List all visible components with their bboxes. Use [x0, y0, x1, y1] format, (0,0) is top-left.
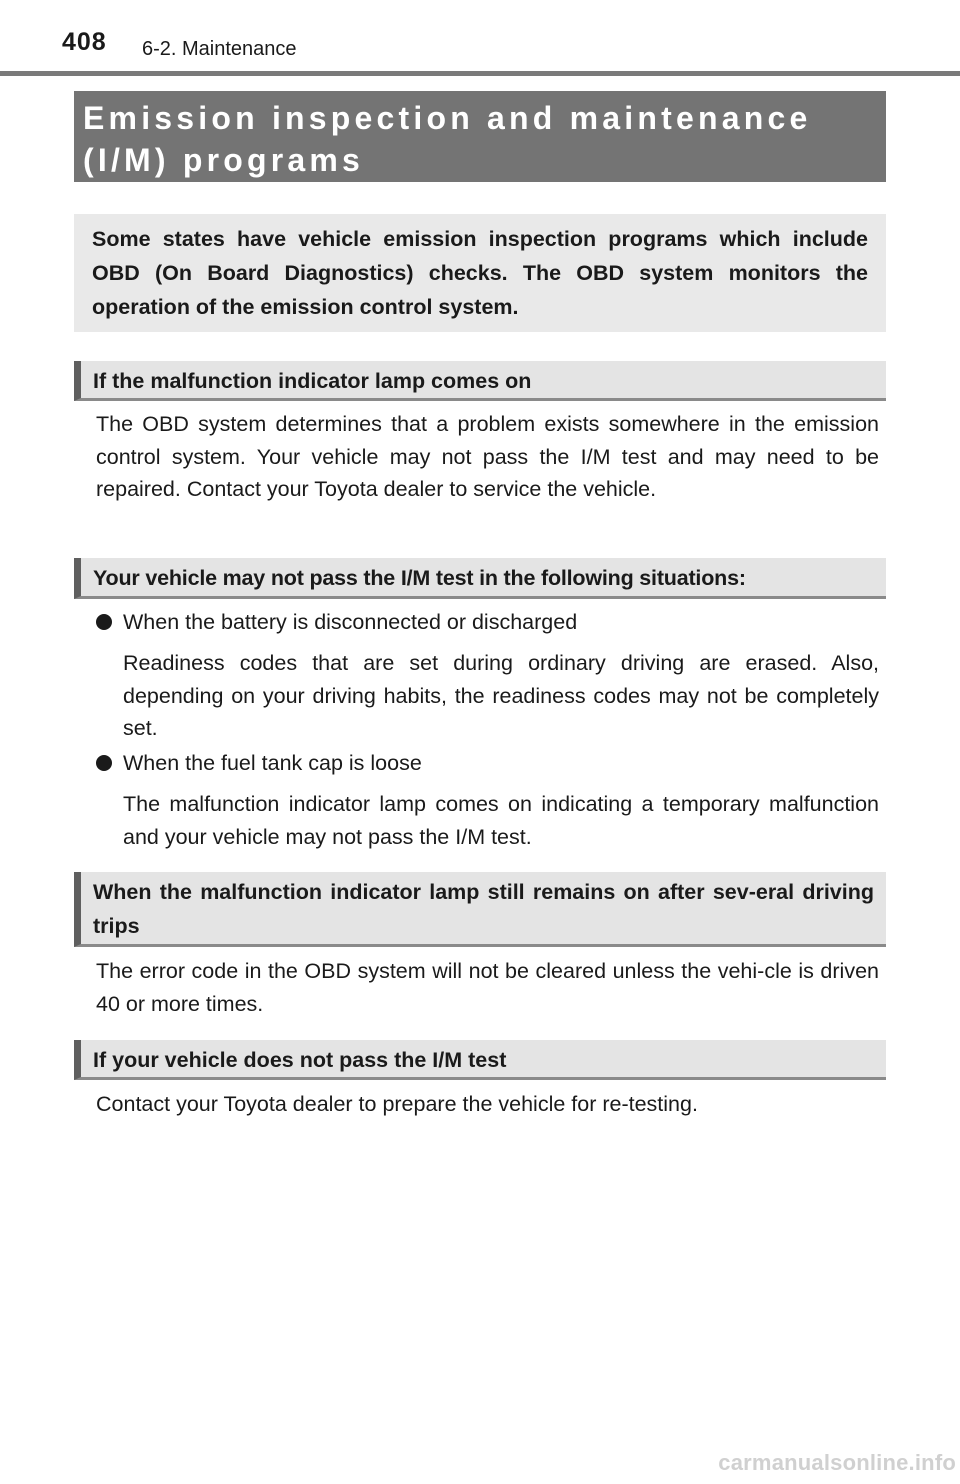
header-divider — [0, 71, 960, 76]
page-title-band — [74, 91, 886, 182]
section-label: 6-2. Maintenance — [142, 38, 297, 60]
bullet-detail-fuel-cap: The malfunction indicator lamp comes on indicating a temporary malfunction and your vehicle may not pass the I/M test. — [123, 792, 879, 849]
bullet-detail-battery: Readiness codes that are set during ordinary driving are erased. Also, depending on your driving habits, the readiness codes may not be completely set. — [123, 651, 879, 740]
bullet-battery — [96, 606, 879, 639]
bullet-label: When the battery is disconnected or discharged — [123, 610, 578, 634]
bullet-fuel-cap — [96, 747, 879, 780]
subheading-text: When the malfunction indicator lamp still remains on after sev-eral driving trips — [93, 880, 874, 938]
page-title: Emission inspection and maintenance (I/M) programs — [83, 100, 812, 178]
subheading-text: If your vehicle does not pass the I/M test — [93, 1048, 507, 1072]
bullet-icon — [96, 614, 112, 630]
page-header — [0, 0, 960, 76]
body-lamp-on: The OBD system determines that a problem exists somewhere in the emission control system. Your vehicle may not pass the I/M test and may need to be repaired. Contact your Toyota dealer to service the vehicle. — [96, 412, 879, 501]
subheading-text: If the malfunction indicator lamp comes on — [93, 369, 532, 393]
subheading-still-on — [74, 872, 886, 947]
intro-box — [74, 214, 886, 332]
bullet-label: When the fuel tank cap is loose — [123, 751, 422, 775]
subheading-may-not-pass — [74, 558, 886, 599]
subheading-text: Your vehicle may not pass the I/M test in the following situations: — [93, 566, 746, 590]
body-does-not-pass: Contact your Toyota dealer to prepare the vehicle for re-testing. — [96, 1092, 698, 1116]
body-still-on: The error code in the OBD system will not be cleared unless the vehi-cle is driven 40 or more times. — [96, 959, 879, 1016]
subheading-does-not-pass — [74, 1040, 886, 1080]
intro-text: Some states have vehicle emission inspection programs which include OBD (On Board Diagnostics) checks. The OBD system monitors the operation of the emission control system. — [92, 227, 868, 319]
watermark: carmanualsonline.info — [718, 1450, 956, 1475]
bullet-icon — [96, 755, 112, 771]
subheading-lamp-on — [74, 361, 886, 401]
page-number: 408 — [62, 28, 107, 56]
